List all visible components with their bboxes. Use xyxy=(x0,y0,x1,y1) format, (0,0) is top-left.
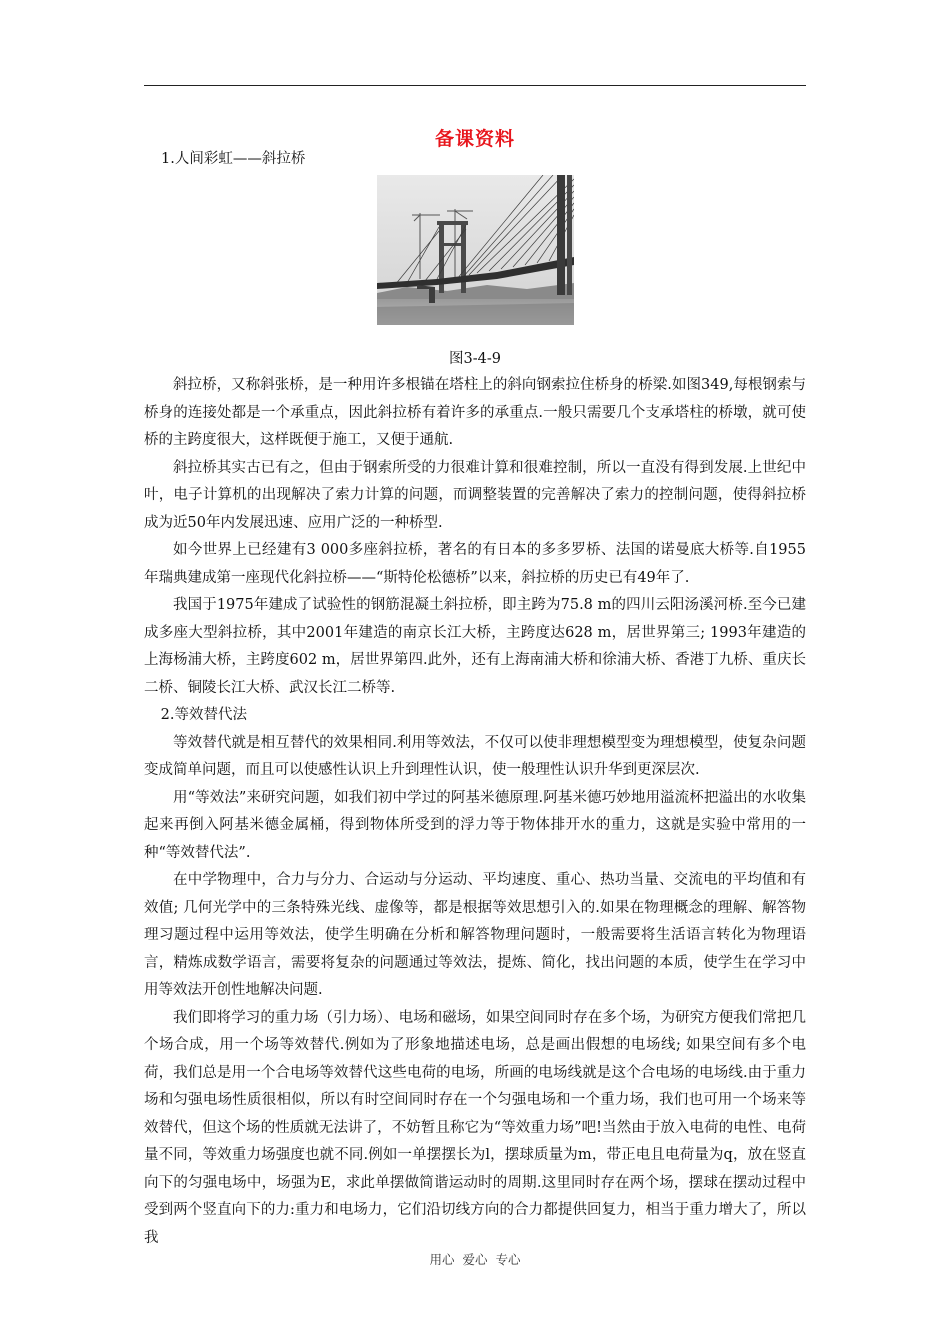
header-rule xyxy=(144,85,806,86)
paragraph: 等效替代就是相互替代的效果相同.利用等效法，不仅可以使非理想模型变为理想模型，使复杂问题变成简单问题，而且可以使感性认识上升到理性认识，使一般理性认识升华到更深层次. xyxy=(144,734,806,778)
paragraph: 如今世界上已经建有3 000多座斜拉桥，著名的有日本的多多罗桥、法国的诺曼底大桥等.自1955年瑞典建成第一座现代化斜拉桥——“斯特伦松德桥”以来，斜拉桥的历史已有49年了. xyxy=(144,542,806,586)
paragraph: 我国于1975年建成了试验性的钢筋混凝土斜拉桥，即主跨为75.8 m的四川云阳汤溪河桥.至今已建成多座大型斜拉桥，其中2001年建造的南京长江大桥，主跨度达628 m，居世界第三; 1993年建造的上海杨浦大桥，主跨度602 m，居世界第四.此外，还有上海南浦大桥和徐浦大桥、香港丁九桥、重庆长二桥、铜陵长江大桥、武汉长江二桥等. xyxy=(144,597,806,696)
section-heading-equivalence: 2.等效替代法 xyxy=(160,707,248,723)
page-footer: 用心 爱心 专心 xyxy=(429,1252,521,1267)
figure-caption: 图3-4-9 xyxy=(449,351,501,367)
paragraph: 在中学物理中，合力与分力、合运动与分运动、平均速度、重心、热功当量、交流电的平均值和有效值; 几何光学中的三条特殊光线、虚像等，都是根据等效思想引入的.如果在物理概念的理解、解答物理习题过程中运用等效法，使学生明确在分析和解答物理问题时，一般需要将生活语言转化为物理语言，精炼成数学语言，需要将复杂的问题通过等效法，提炼、简化，找出问题的本质，使学生在学习中用等效法开创性地解决问题. xyxy=(144,872,806,998)
paragraph: 斜拉桥，又称斜张桥，是一种用许多根锚在塔柱上的斜向钢索拉住桥身的桥梁.如图349,每根钢索与桥身的连接处都是一个承重点，因此斜拉桥有着许多的承重点.一般只需要几个支承塔柱的桥墩，就可使桥的主跨度很大，这样既便于施工，又便于通航. xyxy=(144,377,806,448)
paragraph: 斜拉桥其实古已有之，但由于钢索所受的力很难计算和很难控制，所以一直没有得到发展.上世纪中叶，电子计算机的出现解决了索力计算的问题，而调整装置的完善解决了索力的控制问题，使得斜拉桥成为近50年内发展迅速、应用广泛的一种桥型. xyxy=(144,459,806,531)
cable-stayed-bridge-photo xyxy=(377,175,574,325)
section-heading-bridge: 1.人间彩虹——斜拉桥 xyxy=(161,151,306,167)
document-body xyxy=(144,372,806,1252)
document-title: 备课资料 xyxy=(434,128,515,150)
paragraph: 我们即将学习的重力场（引力场）、电场和磁场，如果空间同时存在多个场，为研究方便我们常把几个场合成，用一个场等效替代.例如为了形象地描述电场，总是画出假想的电场线; 如果空间有多个电荷，我们总是用一个合电场等效替代这些电荷的电场，所画的电场线就是这个合电场的电场线.由于重力场和匀强电场性质很相似，所以有时空间同时存在一个匀强电场和一个重力场，我们也可用一个场来等效替代，但这个场的性质就无法讲了，不妨暂且称它为“等效重力场”吧!当然由于放入电荷的电性、电荷量不同，等效重力场强度也就不同.例如一单摆摆长为l，摆球质量为m，带正电且电荷量为q，放在竖直向下的匀强电场中，场强为E，求此单摆做简谐运动时的周期.这里同时存在两个场，摆球在摆动过程中受到两个竖直向下的力:重力和电场力，它们沿切线方向的合力都提供回复力，相当于重力增大了，所以我 xyxy=(144,1009,806,1246)
paragraph: 用“等效法”来研究问题，如我们初中学过的阿基米德原理.阿基米德巧妙地用溢流杯把溢出的水收集起来再倒入阿基米德金属桶，得到物体所受到的浮力等于物体排开水的重力，这就是实验中常用的一种“等效替代法”. xyxy=(144,789,806,861)
